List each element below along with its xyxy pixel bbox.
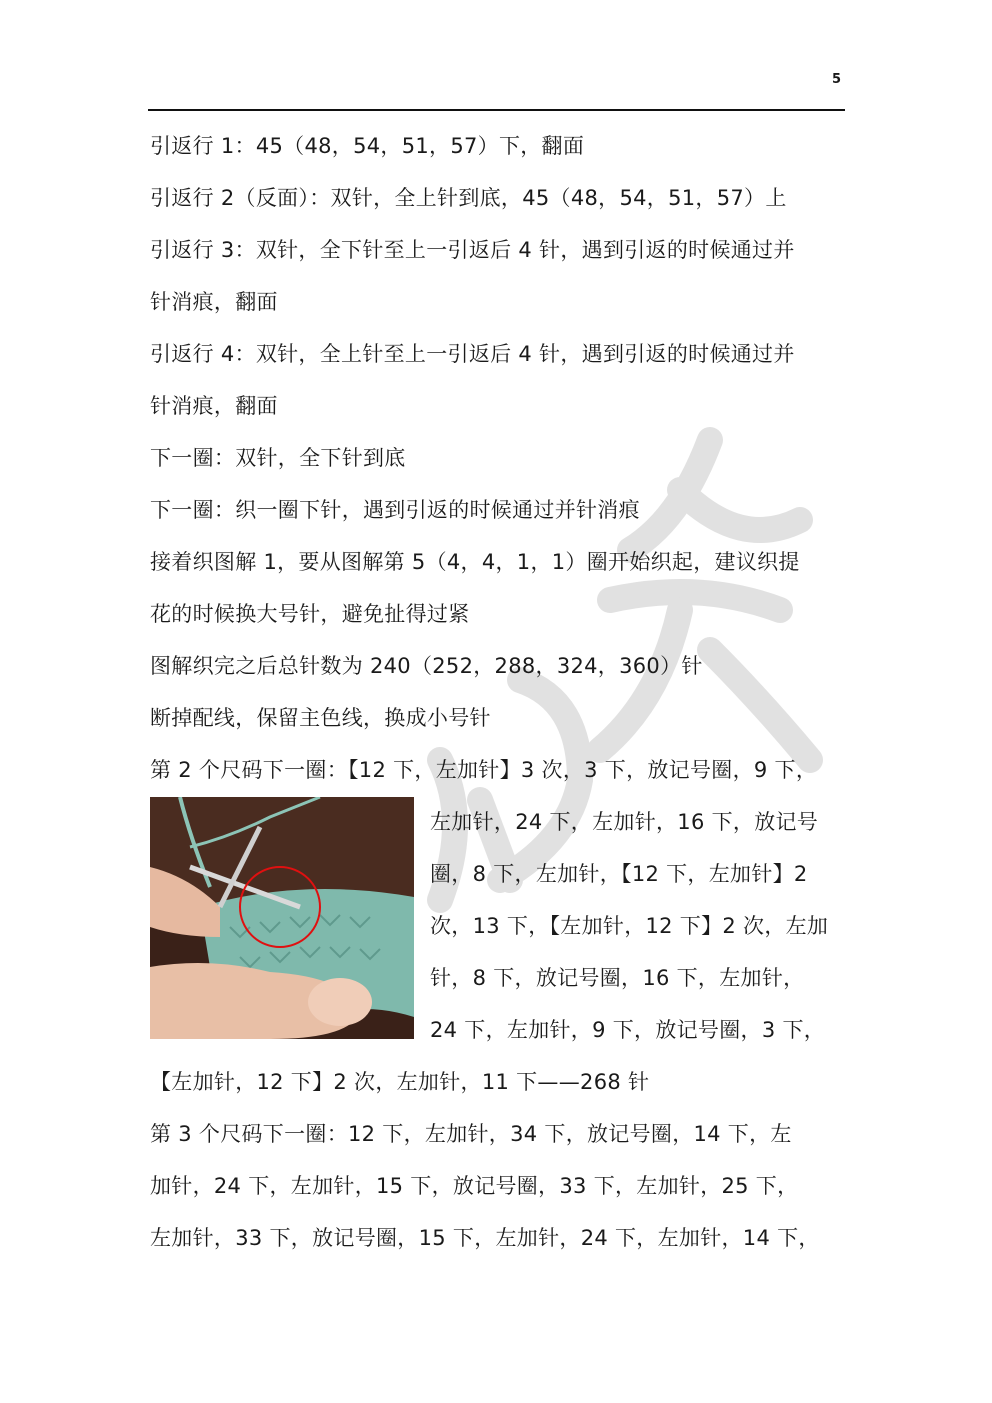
text-line: 加针，24 下，左加针，15 下，放记号圈，33 下，左加针，25 下， <box>150 1174 799 1198</box>
text-line: 次，13 下，【左加针，12 下】2 次，左加 <box>430 914 829 938</box>
text-line: 圈，8 下，左加针，【12 下，左加针】2 <box>430 862 808 886</box>
text-line: 第 2 个尺码下一圈：【12 下，左加针】3 次，3 下，放记号圈，9 下， <box>150 758 818 782</box>
text-line: 引返行 4：双针，全上针至上一引返后 4 针，遇到引返的时候通过并 <box>150 342 795 366</box>
text-line: 左加针，24 下，左加针，16 下，放记号 <box>430 810 819 834</box>
text-line: 图解织完之后总针数为 240（252，288，324，360）针 <box>150 654 703 678</box>
text-line: 针，8 下，放记号圈，16 下，左加针， <box>430 966 805 990</box>
text-line: 断掉配线，保留主色线，换成小号针 <box>150 706 491 730</box>
text-line: 引返行 3：双针，全下针至上一引返后 4 针，遇到引返的时候通过并 <box>150 238 795 262</box>
text-line: 接着织图解 1，要从图解第 5（4，4，1，1）圈开始织起，建议织提 <box>150 550 800 574</box>
text-line: 第 3 个尺码下一圈：12 下，左加针，34 下，放记号圈，14 下，左 <box>150 1122 792 1146</box>
text-line: 针消痕，翻面 <box>150 394 278 418</box>
text-line: 针消痕，翻面 <box>150 290 278 314</box>
text-line: 【左加针，12 下】2 次，左加针，11 下——268 针 <box>150 1070 650 1094</box>
text-line: 左加针，33 下，放记号圈，15 下，左加针，24 下，左加针，14 下， <box>150 1226 820 1250</box>
text-line: 引返行 1：45（48，54，51，57）下，翻面 <box>150 134 585 158</box>
text-line: 花的时候换大号针，避免扯得过紧 <box>150 602 470 626</box>
header-rule <box>148 109 845 111</box>
text-line: 下一圈：织一圈下针，遇到引返的时候通过并针消痕 <box>150 498 640 522</box>
text-line: 24 下，左加针，9 下，放记号圈，3 下， <box>430 1018 826 1042</box>
text-line: 引返行 2（反面）：双针，全上针到底，45（48，54，51，57）上 <box>150 186 787 210</box>
page-number: 5 <box>832 72 842 87</box>
text-line: 下一圈：双针，全下针到底 <box>150 446 406 470</box>
knitting-photo <box>150 797 414 1039</box>
